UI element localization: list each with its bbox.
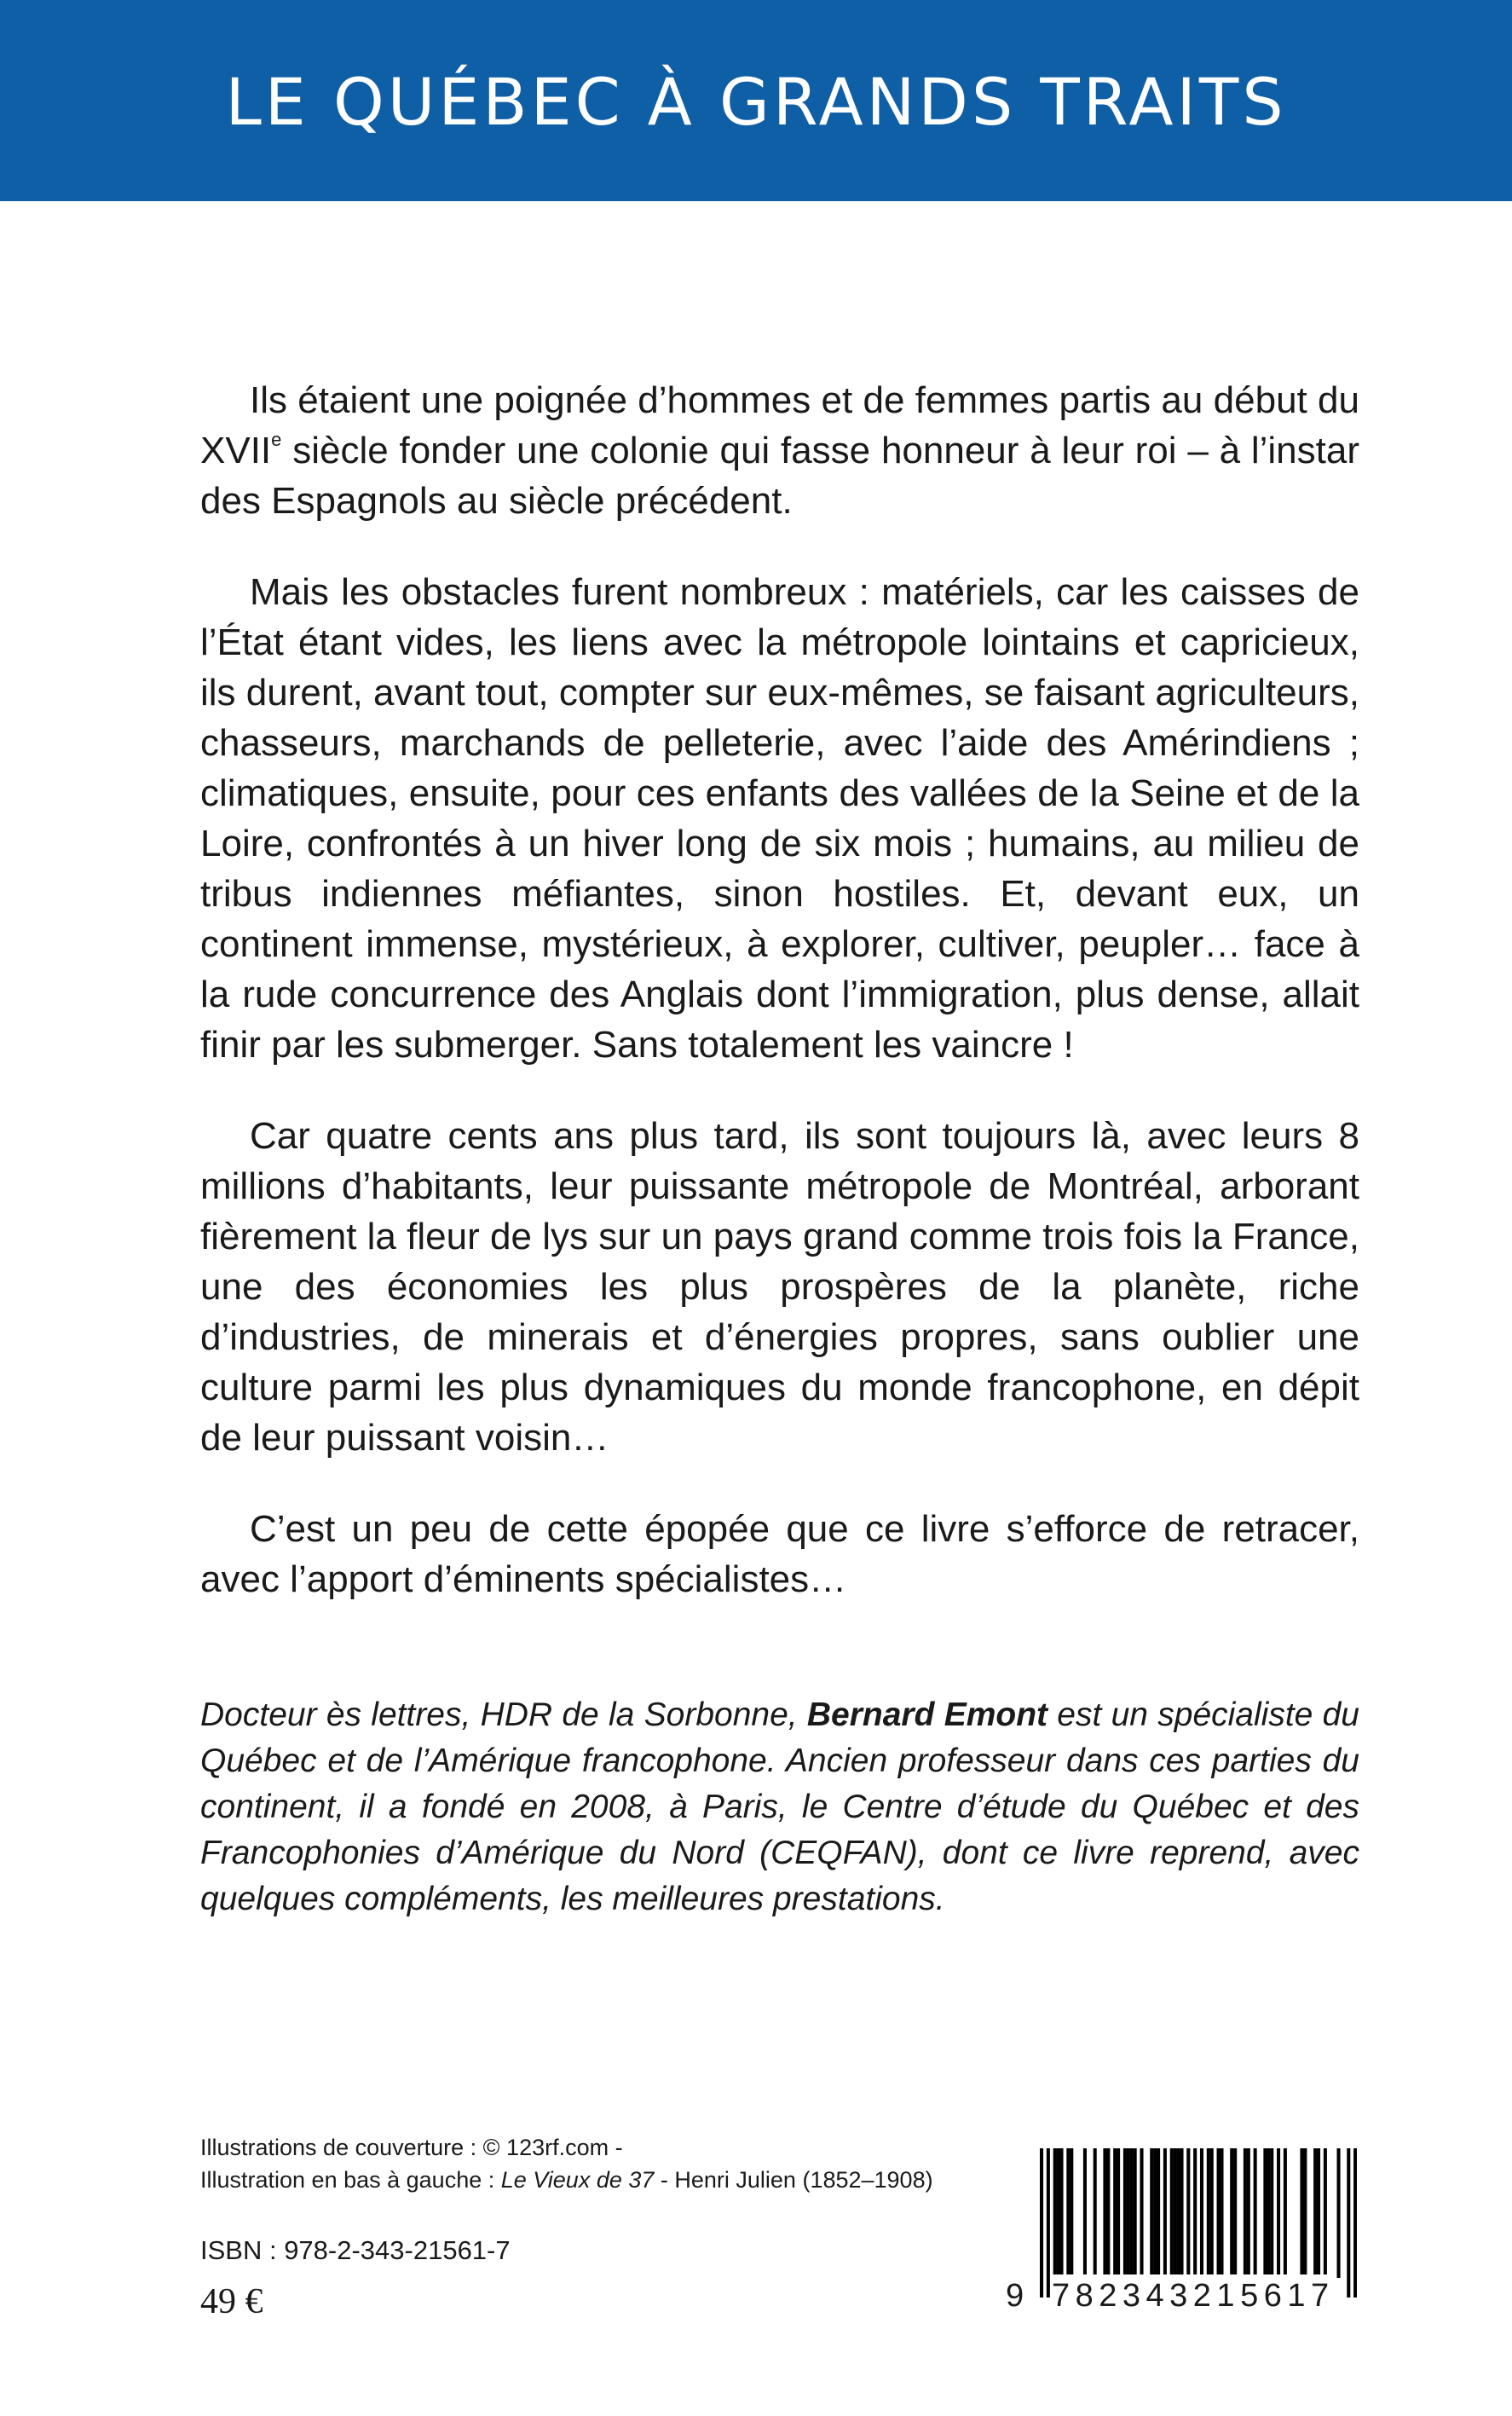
barcode-bar — [1053, 2148, 1057, 2278]
illustration-credits — [200, 2131, 967, 2196]
barcode-bar — [1313, 2148, 1317, 2278]
barcode-bar — [1267, 2148, 1270, 2278]
barcode-digits: 782343215617 — [1050, 2274, 1336, 2317]
barcode-bar — [1220, 2148, 1223, 2278]
back-cover-blurb — [200, 375, 1359, 1645]
barcode-bar — [1263, 2148, 1267, 2278]
author-name: Bernard Emont — [806, 1696, 1048, 1733]
barcode-bar — [1270, 2148, 1273, 2278]
blurb-paragraph-2: Mais les obstacles furent nombreux : matériels, car les caisses de l’État étant vides, les liens avec la métropole lointains et capricieux, ils durent, avant tout, compter sur eux-mêmes, se faisant agriculteurs, chasseurs, marchands de pelleterie, avec l’aide des Amérindiens ; climatiques, ensuite, pour ces enfants des vallées de la Seine et de la Loire, confrontés à un hiver long de six mois ; humains, au milieu de tribus indiennes méfiantes, sinon hostiles. Et, devant eux, un continent immense, mystérieux, à explorer, cultiver, peupler… face à la rude concurrence des Anglais dont l’immigration, plus dense, allait finir par les submerger. Sans totalement les vaincre ! — [200, 571, 1359, 1066]
barcode — [1006, 2148, 1359, 2332]
barcode-bar — [1217, 2148, 1221, 2278]
barcode-bar — [1284, 2148, 1287, 2278]
barcode-bar — [1150, 2148, 1153, 2278]
barcode-bar — [1277, 2148, 1280, 2278]
barcode-bar — [1057, 2148, 1060, 2278]
barcode-bar — [1244, 2148, 1247, 2278]
barcode-bar — [1059, 2148, 1063, 2278]
barcode-bar — [1337, 2148, 1341, 2278]
barcode-bar — [1153, 2148, 1157, 2278]
barcode-bar — [1070, 2148, 1073, 2278]
barcode-bar — [1186, 2148, 1190, 2278]
barcode-bar — [1210, 2148, 1214, 2278]
barcode-bar — [1083, 2148, 1087, 2278]
barcode-bar — [1127, 2148, 1130, 2278]
barcode-bar — [1113, 2148, 1117, 2278]
barcode-bar — [1300, 2148, 1303, 2278]
barcode-bar — [1247, 2148, 1250, 2278]
blurb-paragraph-1: Ils étaient une poignée d’hommes et de femmes partis au début du XVIIe siècle fonder une colonie qui fasse honneur à leur roi – à l’instar des Espagnols au siècle précédent. — [200, 379, 1359, 522]
barcode-bar — [1040, 2148, 1043, 2298]
barcode-bar — [1317, 2148, 1320, 2278]
barcode-bar — [1123, 2148, 1127, 2278]
credit-line-2: Illustration en bas à gauche : Le Vieux de 37 - Henri Julien (1852–1908) — [200, 2167, 933, 2193]
barcode-bar — [1207, 2148, 1210, 2278]
barcode-bar — [1106, 2148, 1110, 2278]
barcode-bar — [1066, 2148, 1070, 2278]
barcode-bar — [1254, 2148, 1257, 2278]
barcode-bar — [1230, 2148, 1233, 2278]
barcode-bar — [1163, 2148, 1167, 2278]
barcode-bar — [1353, 2148, 1357, 2298]
barcode-bar — [1180, 2148, 1183, 2278]
barcode-bar — [1233, 2148, 1237, 2278]
credit-line-1: Illustrations de couverture : © 123rf.com - — [200, 2135, 623, 2160]
barcode-bar — [1134, 2148, 1137, 2278]
barcode-bar — [1094, 2148, 1097, 2278]
book-series-title: LE QUÉBEC À GRANDS TRAITS — [225, 64, 1287, 140]
isbn-number: ISBN : 978-2-343-21561-7 — [200, 2235, 511, 2265]
barcode-bar — [1347, 2148, 1350, 2298]
barcode-bar — [1303, 2148, 1307, 2278]
barcode-bar — [1177, 2148, 1180, 2278]
barcode-bar — [1324, 2148, 1327, 2278]
barcode-bar — [1157, 2148, 1160, 2278]
barcode-bar — [1103, 2148, 1106, 2278]
price-label: 49 € — [200, 2282, 263, 2321]
author-bio: Docteur ès lettres, HDR de la Sorbonne, Bernard Emont est un spécialiste du Québec et de l’Amérique francophone. Ancien professeur dans ces parties du continent, il a fondé en 2008, à Paris, le Centre d’étude du Québec et des Francophonies d’Amérique du Nord (CEQFAN), dont ce livre reprend, avec quelques compléments, les meilleures prestations. — [200, 1696, 1359, 1917]
blurb-paragraph-3: Car quatre cents ans plus tard, ils sont toujours là, avec leurs 8 millions d’habitants, leur puissante métropole de Montréal, arborant fièrement la fleur de lys sur un pays grand comme trois fois la France, une des économies les plus prospères de la planète, riche d’industries, de minerais et d’énergies propres, sans oublier une culture parmi les plus dynamiques du monde francophone, en dépit de leur puissant voisin… — [200, 1115, 1359, 1459]
barcode-bar — [1174, 2148, 1177, 2278]
barcode-bar — [1117, 2148, 1120, 2278]
blurb-paragraph-4: C’est un peu de cette épopée que ce livre s’efforce de retracer, avec l’apport d’éminents spécialistes… — [200, 1508, 1359, 1600]
illustration-title: Le Vieux de 37 — [500, 2167, 655, 2193]
barcode-bar — [1140, 2148, 1143, 2278]
barcode-first-digit: 9 — [1006, 2278, 1024, 2314]
barcode-bar — [1130, 2148, 1134, 2278]
barcode-bar — [1170, 2148, 1174, 2278]
header-banner — [0, 0, 1512, 201]
